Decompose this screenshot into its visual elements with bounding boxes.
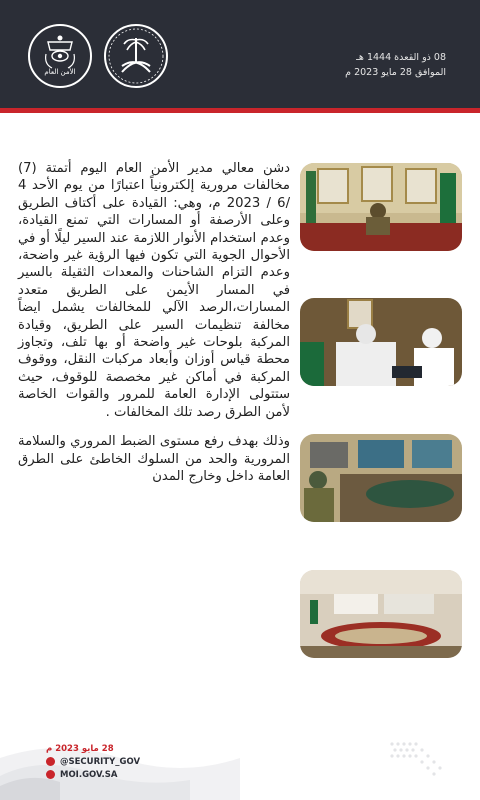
meeting-photo-4: [300, 570, 462, 658]
hijri-date: 08 ذو القعدة 1444 هـ: [356, 52, 446, 63]
footer-twitter-link[interactable]: [46, 755, 196, 768]
dot-pattern-decoration: [388, 740, 448, 780]
article-paragraph-1: دشن معالي مدير الأمن العام اليوم أتمتة (7) مخالفات مرورية إلكترونياً اعتبارًا من يوم الأحد 4 /6 / 2023 م، وهي: القيادة على أكتاف الطريق وعلى الأرصفة أو المسارات التي تمنع القيادة، وعدم استخدام الأنوار اللازمة عند السير ليلًا أو في الأحوال الجوية التي تكون فيها الرؤية غير واضحة، وعدم التزام الشاحنات والمعدات الثقيلة بالسير في المسار الأيمن على الطريق متعدد المسارات،الرصد الآلي للمخالفات يشمل ايضاً مخالفة تنظيمات السير على الطريق، وقيادة المركبة بلوحات غير واضحة أو بها تلف، وتجاوز محطة قياس أوزان وأبعاد مركبات النقل، ووقوف المركبة في أماكن غير مخصصة للوقوف، حيث ستتولى الإدارة العامة للمرور والقوات الخاصة لأمن الطرق رصد تلك المخالفات .: [18, 161, 291, 420]
security-emblem-icon: [30, 26, 90, 86]
twitter-icon: [46, 757, 55, 766]
meeting-photo-1: [300, 163, 462, 251]
globe-icon: [46, 770, 55, 779]
twitter-handle: @SECURITY_GOV: [60, 756, 141, 767]
article-text: [18, 160, 290, 485]
security-logo-text: الأمن العام: [44, 68, 76, 76]
public-security-logo: [28, 24, 92, 88]
palm-swords-emblem-icon: [106, 26, 166, 86]
website-url: MOI.GOV.SA: [60, 769, 118, 780]
meeting-photo-3: [300, 434, 462, 522]
moi-logo: [104, 24, 168, 88]
gregorian-date: الموافق 28 مايو 2023 م: [345, 67, 446, 78]
article-paragraph-2: وذلك بهدف رفع مستوى الضبط المروري والسلامة المرورية والحد من السلوك الخاطئ على الطرق العامة داخل وخارج المدن: [18, 434, 290, 484]
footer-info: [46, 742, 196, 781]
header-date: [345, 50, 446, 80]
footer-date: 28 مايو 2023 م: [46, 743, 114, 754]
footer-website-link[interactable]: [46, 768, 196, 781]
meeting-photo-2: [300, 298, 462, 386]
